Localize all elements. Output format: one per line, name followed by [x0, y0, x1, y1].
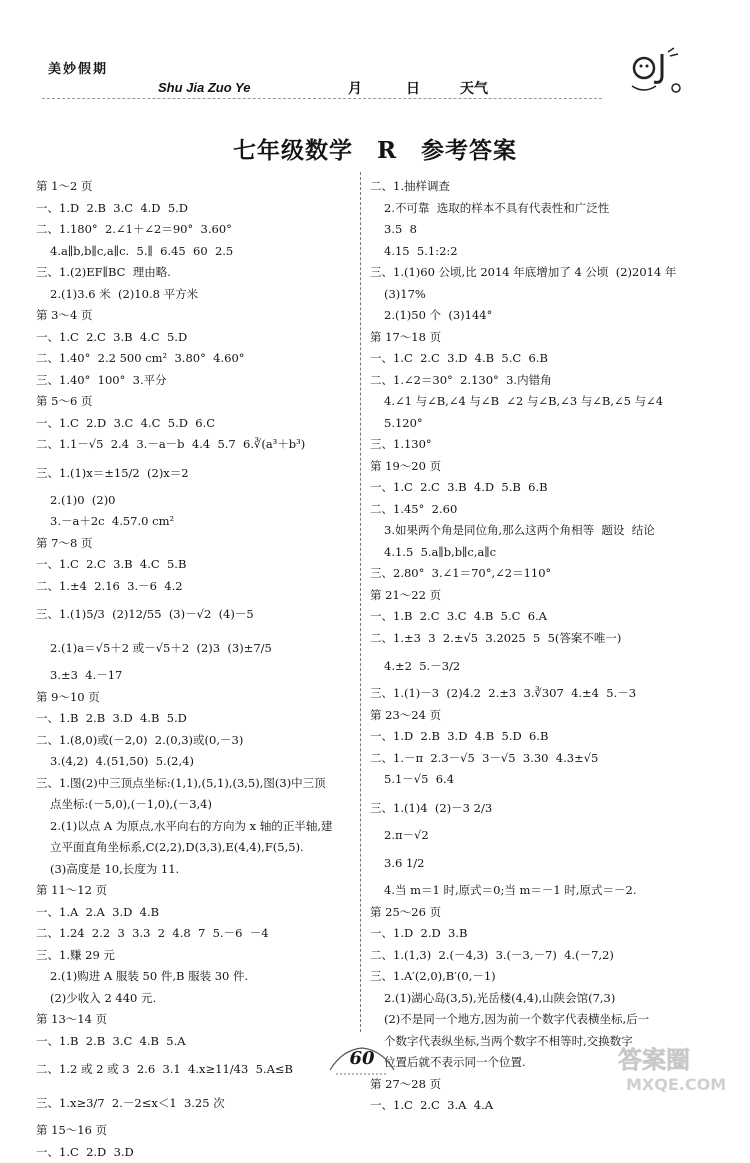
right-answer-line: 个数字代表纵坐标,当两个数字不相等时,交换数字: [370, 1031, 715, 1053]
left-answer-line: 2.(1)购进 A 服装 50 件,B 服装 30 件.: [36, 966, 354, 988]
right-answer-line: 三、2.80° 3.∠1＝70°,∠2＝110°: [370, 563, 715, 585]
left-answer-line: 一、1.C 2.C 3.B 4.C 5.D: [36, 327, 354, 349]
right-answer-line: 5.1－√5 6.4: [370, 769, 715, 791]
left-answer-line: 4.a∥b,b∥c,a∥c. 5.∥ 6.45 60 2.5: [36, 241, 354, 263]
right-answer-line: 一、1.B 2.C 3.C 4.B 5.C 6.A: [370, 606, 715, 628]
header-divider: [42, 98, 602, 99]
right-answer-line: 三、1.A′(2,0),B′(0,－1): [370, 966, 715, 988]
left-answer-line: 一、1.D 2.B 3.C 4.D 5.D: [36, 198, 354, 220]
left-answer-line: 第 13～14 页: [36, 1009, 354, 1031]
right-answer-line: 第 21～22 页: [370, 585, 715, 607]
left-answer-line: (3)高度是 10,长度为 11.: [36, 859, 354, 881]
left-answer-line: 3.－a＋2c 4.57.0 cm²: [36, 511, 354, 533]
left-answer-line: 第 9～10 页: [36, 687, 354, 709]
right-answer-line: 一、1.C 2.C 3.D 4.B 5.C 6.B: [370, 348, 715, 370]
left-answer-line: 点坐标:(－5,0),(－1,0),(－3,4): [36, 794, 354, 816]
weather-label: 天气: [460, 78, 488, 98]
left-answer-line: 二、1.(8,0)或(－2,0) 2.(0,3)或(0,－3): [36, 730, 354, 752]
right-answer-line: 2.(1)50 个 (3)144°: [370, 305, 715, 327]
right-answer-line: 4.∠1 与∠B,∠4 与∠B ∠2 与∠B,∠3 与∠B,∠5 与∠4: [370, 391, 715, 413]
right-answer-line: 第 27～28 页: [370, 1074, 715, 1096]
right-answer-line: 三、1.(1)4 (2)－3 2/3: [370, 791, 715, 825]
day-label: 日: [406, 78, 420, 98]
right-answer-line: 二、1.抽样调查: [370, 176, 715, 198]
right-answer-line: 4.±2 5.－3/2: [370, 649, 715, 683]
left-answer-line: 第 11～12 页: [36, 880, 354, 902]
svg-text:答案圈: 答案圈: [618, 1046, 690, 1074]
left-answer-line: 第 3～4 页: [36, 305, 354, 327]
left-answer-line: 一、1.A 2.A 3.D 4.B: [36, 902, 354, 924]
left-answer-line: 第 1～2 页: [36, 176, 354, 198]
right-answer-line: 位置后就不表示同一个位置.: [370, 1052, 715, 1074]
left-answer-line: (2)少收入 2 440 元.: [36, 988, 354, 1010]
right-answer-line: 4.1.5 5.a∥b,b∥c,a∥c: [370, 542, 715, 564]
left-answer-line: 2.(1)a＝√5＋2 或－√5＋2 (2)3 (3)±7/5: [36, 631, 354, 665]
left-answer-line: 二、1.24 2.2 3 3.3 2 4.8 7 5.－6 －4: [36, 923, 354, 945]
page-title: 七年级数学 R 参考答案: [0, 132, 750, 165]
right-answer-line: 二、1.±3 3 2.±√5 3.2025 5 5(答案不唯一): [370, 628, 715, 650]
left-answer-column: [36, 176, 354, 1163]
svg-text:MXQE.COM: MXQE.COM: [626, 1075, 726, 1094]
right-answer-line: 第 17～18 页: [370, 327, 715, 349]
left-answer-line: 第 5～6 页: [36, 391, 354, 413]
left-answer-line: 一、1.C 2.D 3.D: [36, 1142, 354, 1163]
right-answer-line: 二、1.－π 2.3－√5 3－√5 3.30 4.3±√5: [370, 748, 715, 770]
left-answer-line: 第 7～8 页: [36, 533, 354, 555]
right-answer-line: 2.(1)湖心岛(3,5),光岳楼(4,4),山陕会馆(7,3): [370, 988, 715, 1010]
left-answer-line: 三、1.x≥3/7 2.－2≤x＜1 3.25 次: [36, 1086, 354, 1120]
right-answer-line: 3.5 8: [370, 219, 715, 241]
left-answer-line: 三、1.(1)5/3 (2)12/55 (3)－√2 (4)－5: [36, 597, 354, 631]
left-answer-line: 第 15～16 页: [36, 1120, 354, 1142]
page-number: 60: [340, 1048, 384, 1069]
left-answer-line: 二、1.180° 2.∠1＋∠2＝90° 3.60°: [36, 219, 354, 241]
right-answer-line: 一、1.D 2.B 3.D 4.B 5.D 6.B: [370, 726, 715, 748]
left-answer-line: 3.(4,2) 4.(51,50) 5.(2,4): [36, 751, 354, 773]
right-answer-line: 二、1.∠2＝30° 2.130° 3.内错角: [370, 370, 715, 392]
left-answer-line: 2.(1)0 (2)0: [36, 490, 354, 512]
month-label: 月: [348, 78, 362, 98]
right-answer-line: 第 19～20 页: [370, 456, 715, 478]
left-answer-line: 3.±3 4.－17: [36, 665, 354, 687]
right-answer-line: 2.不可靠 选取的样本不具有代表性和广泛性: [370, 198, 715, 220]
right-answer-line: 3.如果两个角是同位角,那么这两个角相等 题设 结论: [370, 520, 715, 542]
right-answer-line: 一、1.C 2.C 3.B 4.D 5.B 6.B: [370, 477, 715, 499]
right-answer-line: 第 23～24 页: [370, 705, 715, 727]
column-divider: [360, 172, 361, 1032]
right-answer-line: 二、1.(1,3) 2.(－4,3) 3.(－3,－7) 4.(－7,2): [370, 945, 715, 967]
right-answer-line: (2)不是同一个地方,因为前一个数字代表横坐标,后一: [370, 1009, 715, 1031]
left-answer-line: 一、1.B 2.B 3.C 4.B 5.A: [36, 1031, 354, 1053]
left-answer-line: 二、1.40° 2.2 500 cm² 3.80° 4.60°: [36, 348, 354, 370]
right-answer-line: 3.6 1/2: [370, 846, 715, 880]
right-answer-line: 三、1.(1)－3 (2)4.2 2.±3 3.∛307 4.±4 5.－3: [370, 683, 715, 705]
page-header: [0, 0, 750, 110]
right-answer-line: 一、1.D 2.D 3.B: [370, 923, 715, 945]
left-answer-line: 三、1.图(2)中三顶点坐标:(1,1),(5,1),(3,5),图(3)中三顶: [36, 773, 354, 795]
left-answer-line: 三、1.(2)EF∥BC 理由略.: [36, 262, 354, 284]
left-answer-line: 二、1.2 或 2 或 3 2.6 3.1 4.x≥11/43 5.A≤B: [36, 1052, 354, 1086]
right-answer-column: [370, 176, 715, 1117]
right-answer-line: 2.π－√2: [370, 825, 715, 847]
left-answer-line: 一、1.C 2.C 3.B 4.C 5.B: [36, 554, 354, 576]
right-answer-line: 二、1.45° 2.60: [370, 499, 715, 521]
right-answer-line: 4.当 m＝1 时,原式＝0;当 m＝－1 时,原式＝－2.: [370, 880, 715, 902]
left-answer-line: 二、1.1－√5 2.4 3.－a－b 4.4 5.7 6.∛(a³＋b³): [36, 434, 354, 456]
left-answer-line: 立平面直角坐标系,C(2,2),D(3,3),E(4,4),F(5,5).: [36, 837, 354, 859]
right-answer-line: 5.120°: [370, 413, 715, 435]
left-answer-line: 三、1.(1)x＝±15/2 (2)x＝2: [36, 456, 354, 490]
left-answer-line: 2.(1)3.6 米 (2)10.8 平方米: [36, 284, 354, 306]
right-answer-line: 三、1.(1)60 公顷,比 2014 年底增加了 4 公顷 (2)2014 年: [370, 262, 715, 284]
right-answer-line: 一、1.C 2.C 3.A 4.A: [370, 1095, 715, 1117]
left-answer-line: 一、1.C 2.D 3.C 4.C 5.D 6.C: [36, 413, 354, 435]
left-answer-line: 三、1.40° 100° 3.平分: [36, 370, 354, 392]
cartoon-logo-icon: [622, 46, 686, 98]
watermark-logo: [612, 1040, 742, 1096]
brand-pinyin: Shu Jia Zuo Ye: [158, 80, 250, 95]
left-answer-line: 一、1.B 2.B 3.D 4.B 5.D: [36, 708, 354, 730]
right-answer-line: 三、1.130°: [370, 434, 715, 456]
left-answer-line: 三、1.赚 29 元: [36, 945, 354, 967]
right-answer-line: (3)17%: [370, 284, 715, 306]
brand-title: 美妙假期: [48, 58, 108, 77]
left-answer-line: 二、1.±4 2.16 3.－6 4.2: [36, 576, 354, 598]
right-answer-line: 第 25～26 页: [370, 902, 715, 924]
left-answer-line: 2.(1)以点 A 为原点,水平向右的方向为 x 轴的正半轴,建: [36, 816, 354, 838]
right-answer-line: 4.15 5.1:2:2: [370, 241, 715, 263]
